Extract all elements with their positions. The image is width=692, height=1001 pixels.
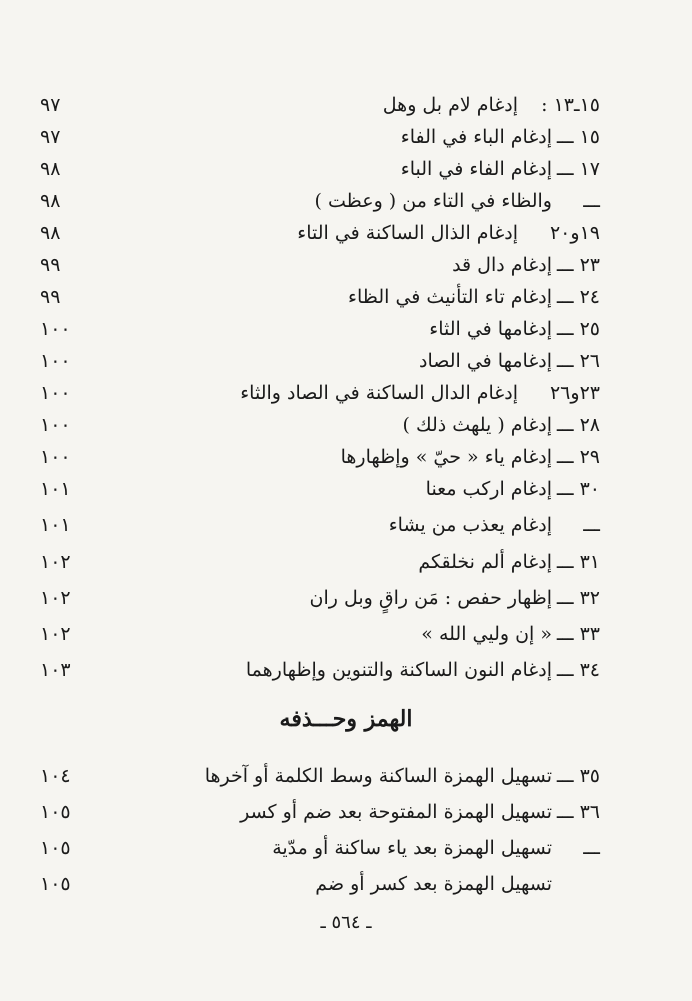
entry-page: ١٠٢ bbox=[40, 551, 71, 573]
entry-number: ٣٦ ـــ bbox=[556, 801, 600, 823]
entry-title: إدغام دال قد bbox=[452, 254, 552, 276]
toc-entry bbox=[40, 583, 600, 613]
entry-page: ١٠٥ bbox=[40, 801, 71, 823]
entry-title: إدغام ياء « حيّ » وإظهارها bbox=[340, 446, 552, 468]
toc-entry bbox=[40, 655, 600, 685]
entry-title: إدغامها في الثاء bbox=[429, 318, 552, 340]
entry-title: إدغام الباء في الفاء bbox=[400, 126, 552, 148]
entry-number: ١٥ ـــ bbox=[556, 126, 600, 148]
toc-entry bbox=[40, 378, 600, 408]
entry-number: ٣٢ ـــ bbox=[556, 587, 600, 609]
toc-entry bbox=[40, 761, 600, 791]
toc-entry bbox=[40, 122, 600, 152]
entry-number: ـــ bbox=[583, 190, 600, 212]
page-number: ـ ٥٦٤ ـ bbox=[320, 912, 372, 933]
toc-entry bbox=[40, 547, 600, 577]
entry-number: ١٥ـ١٣ : bbox=[541, 94, 600, 116]
toc-entry bbox=[40, 442, 600, 472]
entry-title: إدغام ( يلهث ذلك ) bbox=[402, 414, 552, 436]
entry-number: ٢٣و٢٦ bbox=[549, 382, 600, 404]
entry-title: إدغام الذال الساكنة في التاء bbox=[297, 222, 518, 244]
entry-title: « إن وليي الله » bbox=[421, 623, 552, 645]
toc-entry bbox=[40, 90, 600, 120]
entry-title: تسهيل الهمزة المفتوحة بعد ضم أو كسر bbox=[240, 801, 552, 823]
entry-title: إدغام الفاء في الباء bbox=[400, 158, 552, 180]
entry-title: والظاء في التاء من ( وعظت ) bbox=[314, 190, 552, 212]
toc-entry bbox=[40, 619, 600, 649]
entry-title: إدغام النون الساكنة والتنوين وإظهارهما bbox=[245, 659, 552, 681]
entry-title: إدغام تاء التأنيث في الظاء bbox=[348, 286, 552, 308]
entry-page: ٩٨ bbox=[40, 222, 61, 244]
entry-page: ١٠١ bbox=[40, 478, 71, 500]
entry-page: ١٠٠ bbox=[40, 446, 71, 468]
toc-entry bbox=[40, 186, 600, 216]
entry-page: ١٠٠ bbox=[40, 318, 71, 340]
entry-number: ـــ bbox=[583, 837, 600, 859]
section-heading: الهمز وحـــذفه bbox=[279, 706, 413, 732]
entry-title: إدغام ألم نخلقكم bbox=[418, 551, 552, 573]
entry-title: إدغام اركب معنا bbox=[425, 478, 552, 500]
entry-title: تسهيل الهمزة بعد ياء ساكنة أو مدّية bbox=[272, 837, 552, 859]
entry-page: ٩٨ bbox=[40, 158, 61, 180]
toc-entry bbox=[40, 154, 600, 184]
toc-entry bbox=[40, 797, 600, 827]
toc-entry bbox=[40, 346, 600, 376]
entry-number: ٢٨ ـــ bbox=[556, 414, 600, 436]
entry-number: ٣٤ ـــ bbox=[556, 659, 600, 681]
entry-number: ١٩و٢٠ bbox=[549, 222, 600, 244]
toc-entry bbox=[40, 282, 600, 312]
entry-number: ٣٣ ـــ bbox=[556, 623, 600, 645]
toc-entry bbox=[40, 510, 600, 540]
entry-title: تسهيل الهمزة الساكنة وسط الكلمة أو آخرها bbox=[204, 765, 552, 787]
entry-page: ١٠٥ bbox=[40, 837, 71, 859]
entry-number: ٣٥ ـــ bbox=[556, 765, 600, 787]
entry-page: ٩٧ bbox=[40, 126, 61, 148]
entry-title: إدغام يعذب من يشاء bbox=[388, 514, 552, 536]
entry-page: ١٠١ bbox=[40, 514, 71, 536]
entry-title: إدغام الدال الساكنة في الصاد والثاء bbox=[240, 382, 518, 404]
entry-title: تسهيل الهمزة بعد كسر أو ضم bbox=[315, 873, 552, 895]
entry-title: إظهار حفص : مَن راقٍ وبل ران bbox=[309, 587, 552, 609]
entry-page: ١٠٢ bbox=[40, 623, 71, 645]
entry-title: إدغامها في الصاد bbox=[419, 350, 552, 372]
entry-page: ٩٧ bbox=[40, 94, 61, 116]
toc-entry bbox=[40, 314, 600, 344]
entry-number: ١٧ ـــ bbox=[556, 158, 600, 180]
entry-number: ٢٤ ـــ bbox=[556, 286, 600, 308]
entry-number: ٢٩ ـــ bbox=[556, 446, 600, 468]
toc-entry bbox=[40, 833, 600, 863]
entry-page: ٩٩ bbox=[40, 254, 61, 276]
entry-title: إدغام لام بل وهل bbox=[382, 94, 518, 116]
entry-page: ١٠٠ bbox=[40, 382, 71, 404]
toc-entry bbox=[40, 250, 600, 280]
entry-page: ١٠٣ bbox=[40, 659, 71, 681]
entry-number: ـــ bbox=[583, 514, 600, 536]
entry-page: ١٠٥ bbox=[40, 873, 71, 895]
entry-page: ٩٩ bbox=[40, 286, 61, 308]
toc-entry bbox=[40, 869, 600, 899]
entry-number: ٣١ ـــ bbox=[556, 551, 600, 573]
entry-page: ١٠٠ bbox=[40, 414, 71, 436]
entry-page: ١٠٠ bbox=[40, 350, 71, 372]
entry-number: ٢٥ ـــ bbox=[556, 318, 600, 340]
toc-entry bbox=[40, 474, 600, 504]
entry-number: ٣٠ ـــ bbox=[556, 478, 600, 500]
entry-page: ١٠٤ bbox=[40, 765, 71, 787]
toc-entry bbox=[40, 410, 600, 440]
entry-number: ٢٣ ـــ bbox=[556, 254, 600, 276]
entry-page: ٩٨ bbox=[40, 190, 61, 212]
entry-number: ٢٦ ـــ bbox=[556, 350, 600, 372]
entry-page: ١٠٢ bbox=[40, 587, 71, 609]
toc-entry bbox=[40, 218, 600, 248]
